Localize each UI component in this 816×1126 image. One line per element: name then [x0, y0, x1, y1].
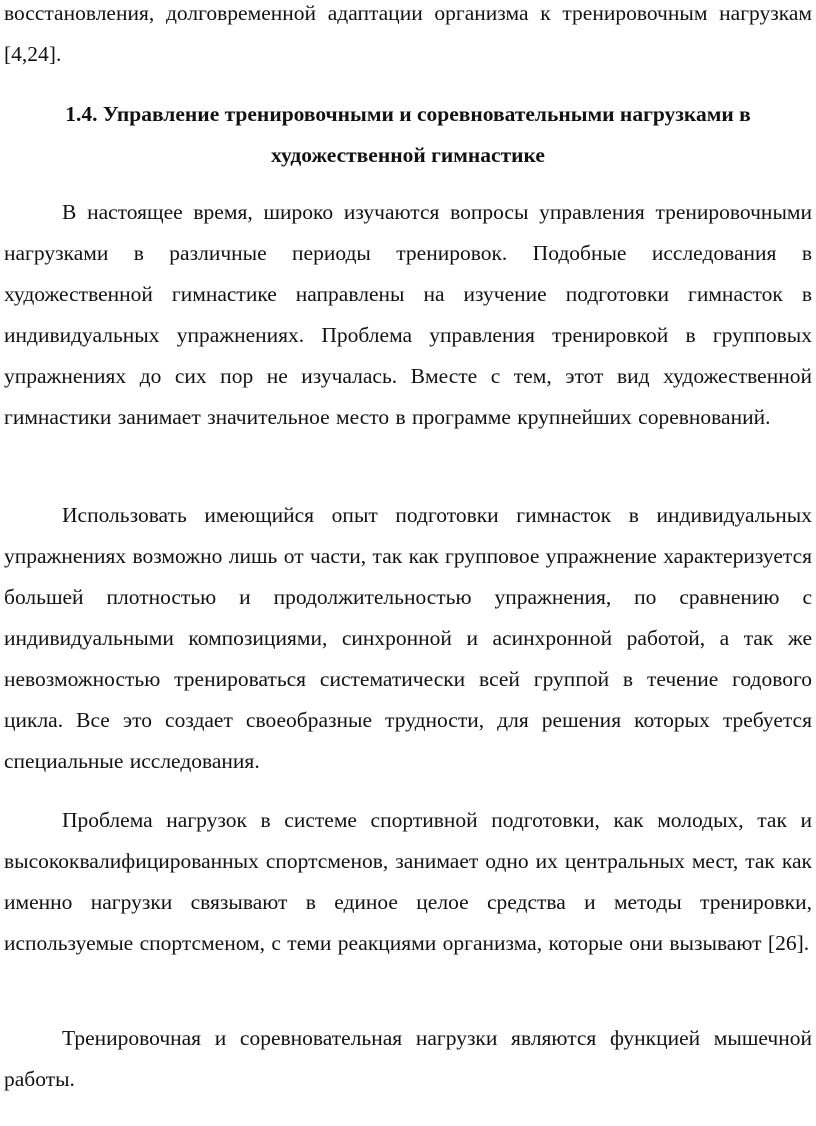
- section-heading: 1.4. Управление тренировочными и соревновательными нагрузками в художественной гимнастике: [65, 102, 751, 167]
- body-paragraph: В настоящее время, широко изучаются вопросы управления тренировочными нагрузками в различные периоды тренировок. Подобные исследования в художественной гимнастике направлены на изучение подготовки гимнасток в индивидуальных упражнениях. Проблема управления тренировкой в групповых упражнениях до сих пор не изучалась. Вместе с тем, этот вид художественной гимнастики занимает значительное место в программе крупнейших соревнований.: [4, 200, 812, 429]
- body-paragraph: Тренировочная и соревновательная нагрузки являются функцией мышечной работы.: [4, 1026, 812, 1091]
- body-paragraph: Проблема нагрузок в системе спортивной подготовки, как молодых, так и высококвалифицированных спортсменов, занимает одно их центральных мест, так как именно нагрузки связывают в единое целое средства и методы тренировки, используемые спортсменом, с теми реакциями организма, которые они вызывают [26].: [4, 808, 812, 955]
- continuation-paragraph: восстановления, долговременной адаптации организма к тренировочным нагрузкам [4,24].: [4, 1, 812, 66]
- body-paragraph: Использовать имеющийся опыт подготовки гимнасток в индивидуальных упражнениях возможно лишь от части, так как групповое упражнение характеризуется большей плотностью и продолжительностью упражнения, по сравнению с индивидуальными композициями, синхронной и асинхронной работой, а так же невозможностью тренироваться систематически всей группой в течение годового цикла. Все это создает своеобразные трудности, для решения которых требуется специальные исследования.: [4, 503, 812, 773]
